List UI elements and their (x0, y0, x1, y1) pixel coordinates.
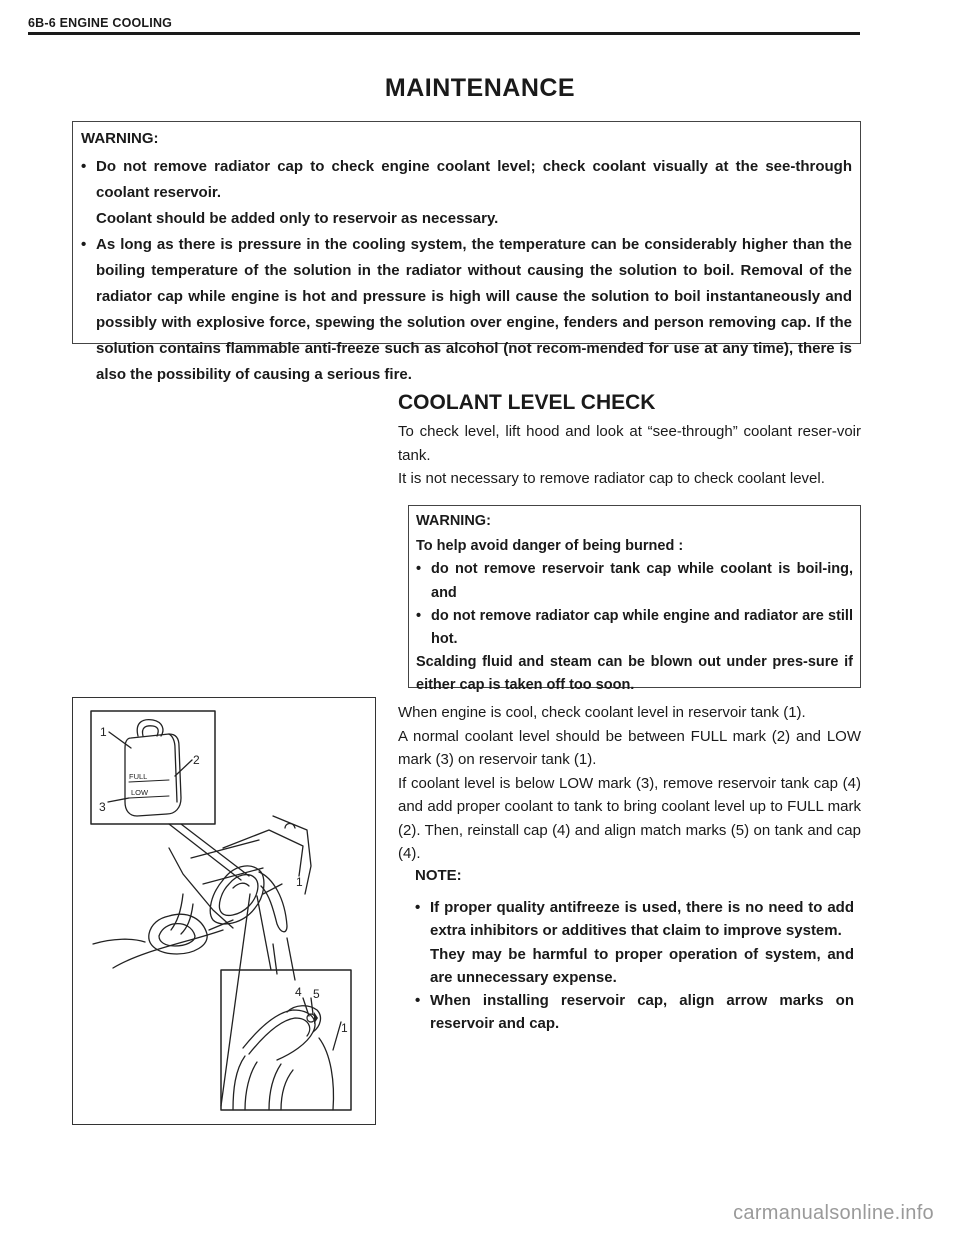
procedure-paragraph: If coolant level is below LOW mark (3), remove reservoir tank cap (4) and add proper coolant to tank to bring coolant level up to FULL mark (2). Then, reinstall cap (4) and align match marks (5) on tank and cap (4). (398, 774, 861, 862)
warning-closing: Scalding fluid and steam can be blown out under pres-sure if either cap is taken off too soon. (416, 654, 853, 694)
procedure-paragraph: When engine is cool, check coolant level in reservoir tank (1). (398, 704, 806, 721)
watermark: carmanualsonline.info (733, 1202, 934, 1224)
callout-3-low-mark: 3 (99, 800, 106, 814)
note-list (415, 896, 854, 1035)
page-header: 6B-6 ENGINE COOLING (28, 16, 173, 30)
warning-item (81, 232, 852, 388)
note-item (415, 896, 854, 989)
warning-title: WARNING: (416, 513, 491, 529)
warning-title: WARNING: (81, 130, 159, 147)
reservoir-tank-figure (72, 697, 376, 1125)
reservoir-tank-illustration (73, 698, 375, 1124)
header-rule (28, 32, 860, 35)
note-box (408, 864, 861, 1035)
callout-1-tank: 1 (100, 725, 107, 739)
warning-box-burn (408, 505, 861, 694)
procedure-paragraph: A normal coolant level should be between FULL mark (2) and LOW mark (3) on reservoir tank (1). (398, 727, 861, 768)
warning-item: • do not remove reservoir tank cap while coolant is boil-ing, and (416, 558, 853, 604)
callout-1-engine: 1 (296, 875, 303, 889)
note-item-text: If proper quality antifreeze is used, there is no need to add extra inhibitors or additives that claim to improve system. (430, 899, 854, 940)
warning-item: • do not remove radiator cap while engine and radiator are still hot. (416, 605, 853, 651)
note-title: NOTE: (415, 867, 462, 884)
warning-lead: To help avoid danger of being burned : (416, 538, 684, 555)
section-title: COOLANT LEVEL CHECK (398, 391, 656, 414)
section-intro (398, 420, 861, 491)
intro-paragraph: It is not necessary to remove radiator cap to check coolant level. (398, 470, 825, 487)
warning-item-text: As long as there is pressure in the cooling system, the temperature can be considerably higher than the boiling temperature of the solution in the radiator without causing the solution to boil. Removal of the radiator cap while engine is hot and pressure is high will cause the solution to boil instantaneously and possibly with explosive force, spewing the solution over engine, fenders and person removing cap. If the solution contains flammable anti-freeze such as alcohol (not recom-mended for use at any time), there is also the possibility of causing a serious fire. (96, 236, 852, 383)
note-item (415, 989, 854, 1035)
warning-item-continuation: Coolant should be added only to reservoir as necessary. (96, 210, 499, 227)
intro-paragraph: To check level, lift hood and look at “see-through” coolant reser-voir tank. (398, 423, 861, 464)
warning-box-maintenance (72, 121, 861, 383)
low-mark-label: LOW (131, 788, 149, 797)
callout-5-match-marks: 5 (313, 987, 320, 1001)
warning-item (81, 154, 852, 232)
page-title: MAINTENANCE (384, 74, 576, 102)
callout-4-cap: 4 (295, 985, 302, 999)
note-item-continuation: They may be harmful to proper operation of system, and are unnecessary expense. (430, 945, 854, 986)
callout-2-full-mark: 2 (193, 753, 200, 767)
note-item-text: When installing reservoir cap, align arrow marks on reservoir and cap. (430, 992, 854, 1033)
warning-list (81, 154, 852, 388)
full-mark-label: FULL (129, 772, 148, 781)
callout-1-inset: 1 (341, 1021, 348, 1035)
procedure-text (398, 701, 861, 866)
warning-item-text: Do not remove radiator cap to check engine coolant level; check coolant visually at the see-through coolant reservoir. (96, 158, 852, 201)
warning-list (416, 558, 853, 651)
